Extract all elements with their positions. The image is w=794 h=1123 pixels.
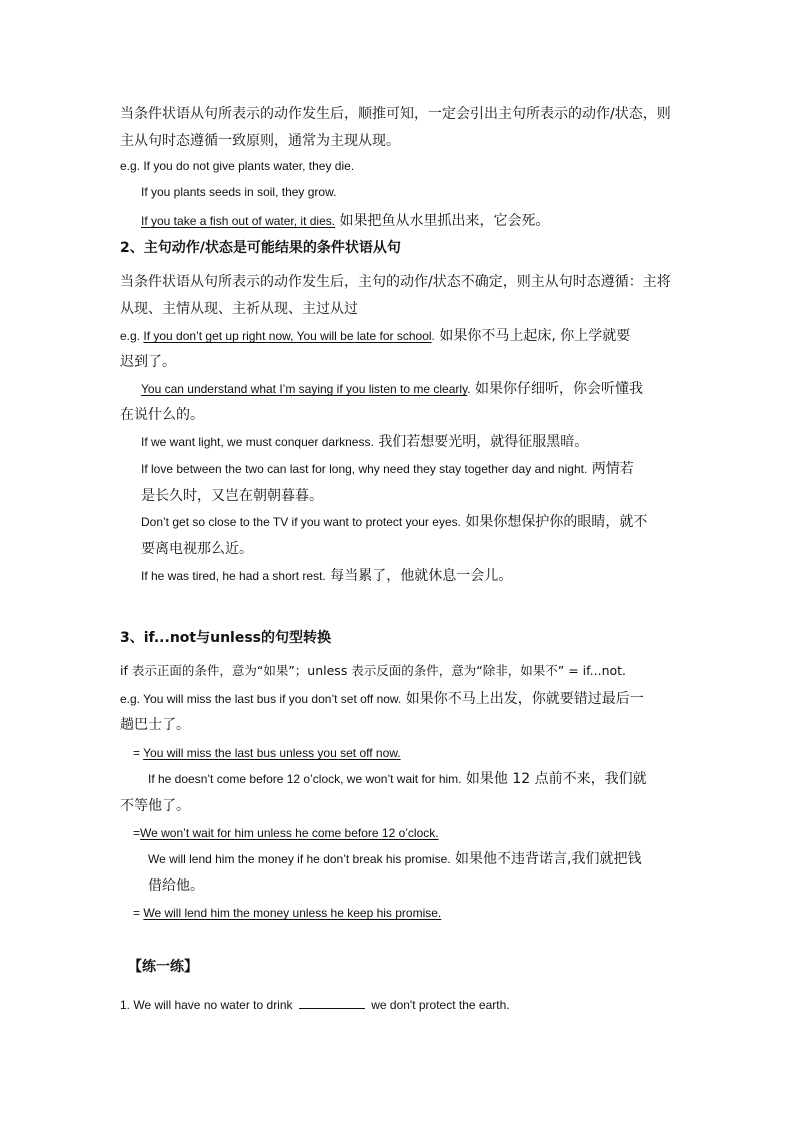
section-2-example-5-cont: 要离电视那么近。 xyxy=(141,541,253,557)
period: . xyxy=(431,329,435,343)
intro-line-1: 当条件状语从句所表示的动作发生后，顺推可知，一定会引出主句所表示的动作/状态，则 xyxy=(120,106,671,122)
example-en: If he was tired, he had a short rest. xyxy=(141,569,326,583)
practice-heading: 【练一练】 xyxy=(128,959,198,975)
equals-sign: = xyxy=(133,826,141,840)
equals-sign: = xyxy=(133,906,144,920)
section-2-example-1 xyxy=(120,325,630,345)
question-text-end: we don't protect the earth. xyxy=(371,998,510,1012)
section-3-rewrite-2 xyxy=(133,822,439,841)
example-en: e.g. You will miss the last bus if you don’t set off now. xyxy=(120,692,402,706)
section-3-rewrite-1 xyxy=(133,742,401,761)
example-1c xyxy=(141,210,550,230)
rewrite-en: We won’t wait for him unless he come before 12 o’clock. xyxy=(140,826,439,840)
example-zh: 如果你不马上起床, 你上学就要 xyxy=(434,328,631,344)
example-zh: 如果他 12 点前不来，我们就 xyxy=(461,771,647,787)
eg-prefix: e.g. xyxy=(120,329,144,343)
example-zh: 两情若 xyxy=(587,461,634,477)
section-2-example-3 xyxy=(141,431,588,451)
rewrite-en: You will miss the last bus unless you set off now. xyxy=(143,746,401,760)
section-3-example-3-cont: 借给他。 xyxy=(148,878,204,894)
example-en: If love between the two can last for long, why need they stay together day and night. xyxy=(141,462,588,476)
period: . xyxy=(467,382,471,396)
section-2-example-2-cont: 在说什么的。 xyxy=(120,407,204,423)
example-zh: 每当累了，他就休息一会儿。 xyxy=(325,568,513,584)
example-en: If he doesn’t come before 12 o’clock, we won’t wait for him. xyxy=(148,772,462,786)
section-3-desc: if 表示正面的条件，意为“如果”；unless 表示反面的条件，意为“除非，如果不” = if...not. xyxy=(120,663,627,678)
example-en: We will lend him the money if he don’t break his promise. xyxy=(148,852,451,866)
example-en: You can understand what I’m saying if you listen to me clearly xyxy=(141,382,468,396)
section-3-heading: 3、if...not与unless的句型转换 xyxy=(120,630,331,646)
practice-question-1 xyxy=(120,996,510,1012)
section-3-example-3 xyxy=(148,848,642,868)
section-3-example-1-cont: 趟巴士了。 xyxy=(120,717,190,733)
answer-blank[interactable] xyxy=(299,996,365,1009)
example-1a: e.g. If you do not give plants water, they die. xyxy=(120,159,355,173)
equals-sign: = xyxy=(133,746,144,760)
example-zh: 如果你仔细听，你会听懂我 xyxy=(470,381,643,397)
section-2-example-5 xyxy=(141,511,647,531)
section-3-example-1 xyxy=(120,688,644,708)
example-1c-zh: 如果把鱼从水里抓出来，它会死。 xyxy=(335,213,550,229)
section-2-example-4-cont: 是长久时，又岂在朝朝暮暮。 xyxy=(141,488,323,504)
example-zh: 我们若想要光明，就得征服黑暗。 xyxy=(373,434,589,450)
section-2-desc-2: 从现、主情从现、主祈从现、主过从过 xyxy=(120,301,358,317)
question-text-start: 1. We will have no water to drink xyxy=(120,998,293,1012)
section-3-rewrite-3 xyxy=(133,902,441,921)
example-en: Don’t get so close to the TV if you want to protect your eyes. xyxy=(141,515,461,529)
example-1c-en: If you take a fish out of water, it dies. xyxy=(141,214,336,228)
example-en: If you don’t get up right now, You will be late for school xyxy=(143,329,432,343)
section-2-example-4 xyxy=(141,458,634,478)
section-3-example-2-cont: 不等他了。 xyxy=(120,798,190,814)
section-3-example-2 xyxy=(148,768,647,788)
example-zh: 如果你想保护你的眼睛，就不 xyxy=(460,514,648,530)
example-zh: 如果你不马上出发，你就要错过最后一 xyxy=(401,691,644,707)
section-2-example-6 xyxy=(141,565,512,585)
section-2-heading: 2、主句动作/状态是可能结果的条件状语从句 xyxy=(120,240,401,256)
section-2-example-1-cont: 迟到了。 xyxy=(120,354,176,370)
intro-line-2: 主从句时态遵循一致原则，通常为主现从现。 xyxy=(120,133,400,149)
example-zh: 如果他不违背诺言,我们就把钱 xyxy=(450,851,642,867)
section-2-desc-1: 当条件状语从句所表示的动作发生后，主句的动作/状态不确定，则主从句时态遵循：主将 xyxy=(120,274,671,290)
section-2-example-2 xyxy=(141,378,643,398)
rewrite-en: We will lend him the money unless he keep his promise. xyxy=(143,906,442,920)
example-en: If we want light, we must conquer darkness. xyxy=(141,435,374,449)
example-1b: If you plants seeds in soil, they grow. xyxy=(141,185,337,199)
